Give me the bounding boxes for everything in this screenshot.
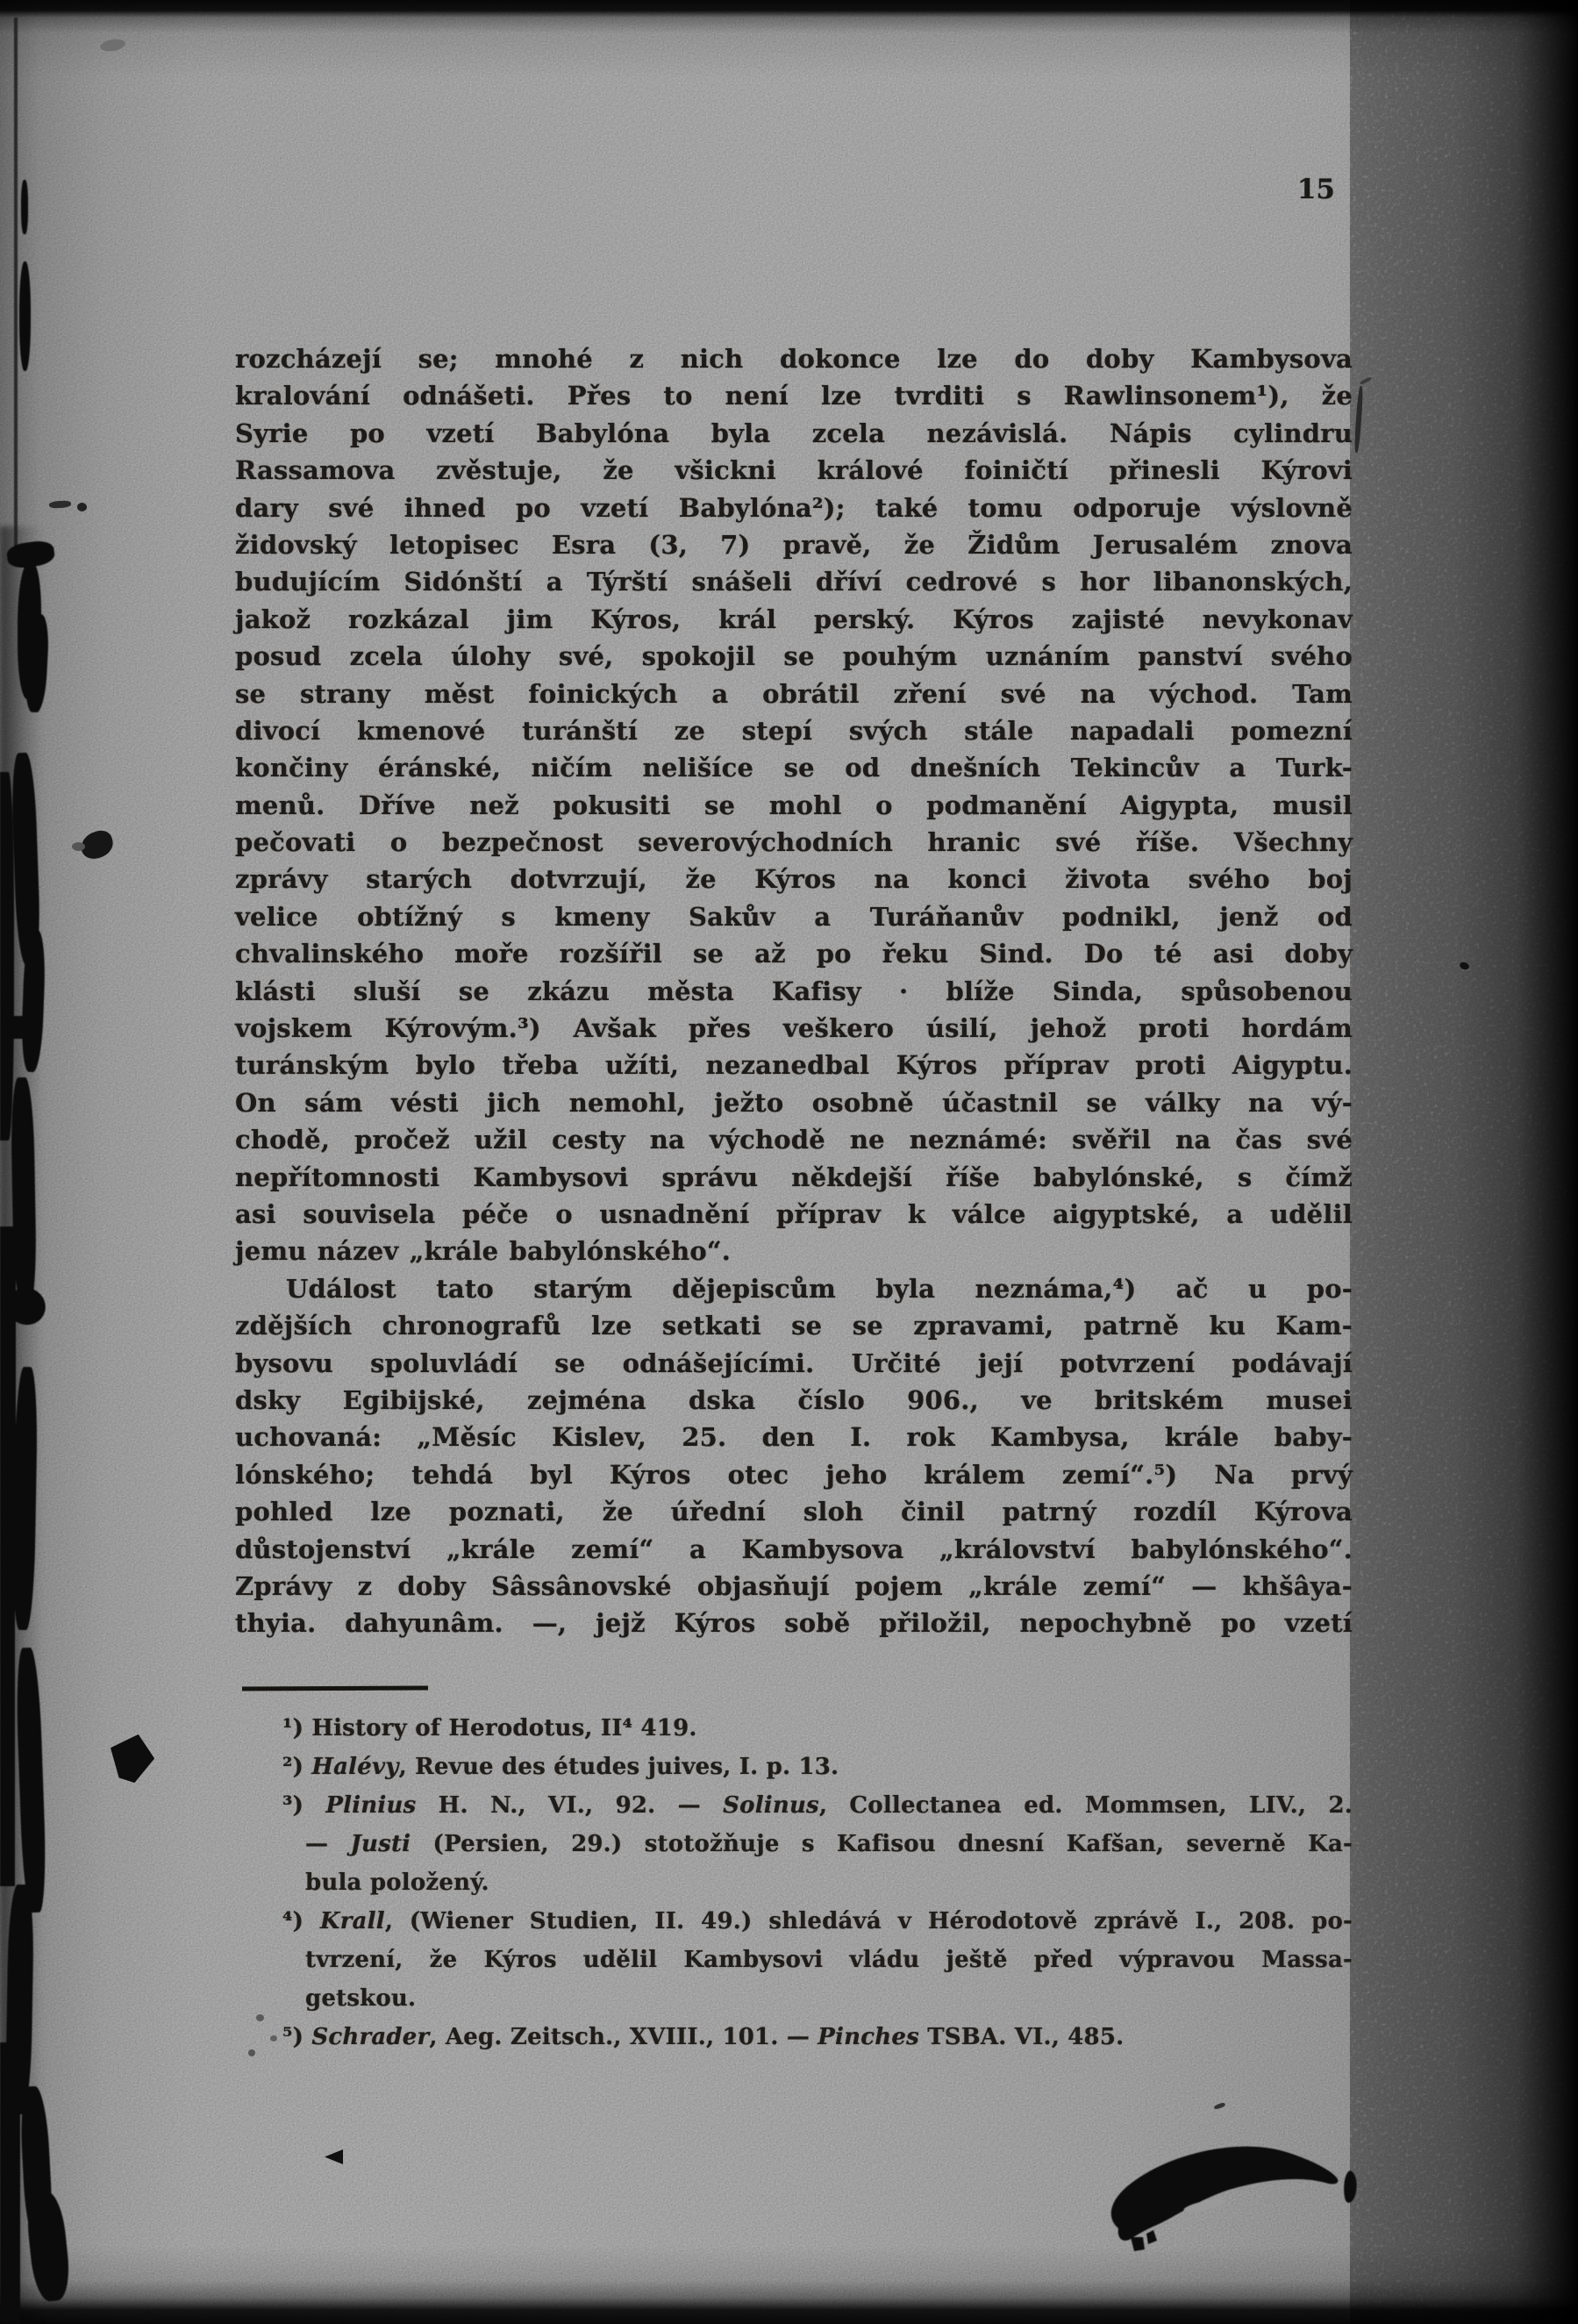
spine-ink-mark [19, 261, 31, 371]
text-line: budujícím Sidónští a Týrští snášeli dříví cedrové s hor libanonských, [235, 567, 1353, 597]
text-line: vojskem Kýrovým.³) Avšak přes veškero úsilí, jehož proti hordám [235, 1013, 1353, 1044]
page-number: 15 [1296, 174, 1335, 205]
text-line: posud zcela úlohy své, spokojil se pouhým uznáním panství svého [235, 641, 1353, 672]
spine-ink-mark [21, 180, 28, 234]
text-line: se strany měst foinických a obrátil zření své na východ. Tam [235, 678, 1353, 709]
footnote-text: ²) [282, 1754, 312, 1780]
footnote-author: Krall [319, 1908, 385, 1934]
text-line: bysovu spoluvládí se odnášejícími. Určité její potvrzení podávají [235, 1348, 1353, 1378]
footnote-line [282, 1902, 1353, 1941]
ink-blot-crescent [1092, 2130, 1364, 2270]
text-line: pečovati o bezpečnost severovýchodních hranic své říše. Všechny [235, 827, 1353, 858]
text-line: židovský letopisec Esra (3, 7) pravě, že Židům Jerusalém znova [235, 529, 1353, 560]
footnote-author: Justi [350, 1831, 411, 1857]
footnote-line [282, 2018, 1353, 2056]
footnote-author: Pinches [818, 2024, 919, 2050]
paragraph [235, 340, 1353, 1270]
footnote-text: , Aeg. Zeitsch., XVIII., 101. — [429, 2024, 818, 2050]
edge-speckle-texture [1350, 0, 1578, 2324]
footnote-author: Schrader [311, 2024, 430, 2050]
paragraph [235, 1270, 1353, 1642]
text-line: uchovaná: „Měsíc Kislev, 25. den I. rok Kambysa, krále baby- [235, 1422, 1353, 1453]
text-line: končiny éránské, ničím nelišíce se od dnešních Tekincův a Turk- [235, 753, 1353, 783]
text-line: zdějších chronografů lze setkati se se zpravami, patrně ku Kam- [235, 1311, 1353, 1341]
footnote-text: getskou. [305, 1985, 417, 2012]
footnote-line [282, 1941, 1353, 1979]
footnote-text: ³) [282, 1792, 326, 1819]
footnote-line [282, 1709, 1353, 1748]
footnote-text: , Collectanea ed. Mommsen, LIV., 2. [818, 1792, 1353, 1819]
text-line: rozcházejí se; mnohé z nich dokonce lze do doby Kambysova [235, 344, 1353, 374]
dot-mark [77, 503, 87, 511]
footnote-text: ⁵) [282, 2024, 312, 2050]
text-line: klásti sluší se zkázu města Kafisy · blíže Sinda, spůsobenou [235, 976, 1353, 1006]
text-line: zprávy starých dotvrzují, že Kýros na konci života svého boj [235, 864, 1353, 895]
text-line: chvalinského moře rozšířil se až po řeku Sind. Do té asi doby [235, 939, 1353, 969]
spine-ink-mark [0, 772, 14, 1141]
footnote-text: tvrzení, že Kýros udělil Kambysovi vládu ještě před výpravou Massa- [305, 1947, 1353, 1973]
ink-blot-sliver [1344, 2170, 1356, 2203]
text-line: turánským bylo třeba užíti, nezanedbal Kýros příprav proti Aigyptu. [235, 1050, 1353, 1081]
footnote-text: TSBA. VI., 485. [918, 2024, 1125, 2050]
footnote-separator [242, 1685, 428, 1691]
text-line: divocí kmenové turánští ze stepí svých stále napadali pomezní [235, 715, 1353, 746]
text-line: Rassamova zvěstuje, že všickni králové foiničtí přinesli Kýrovi [235, 455, 1353, 486]
spine-ink-mark [0, 1507, 15, 1886]
footnote-line [282, 1863, 1353, 1902]
text-line: velice obtížný s kmeny Sakův a Turáňanův podnikl, jenž od [235, 901, 1353, 932]
footnote-text: ¹) History of Herodotus, II⁴ 419. [282, 1715, 697, 1741]
margin-dot [1459, 961, 1470, 970]
text-line: důstojenství „krále zemí“ a Kambysova „království babylónského“. [235, 1534, 1353, 1564]
ink-blob-tail [72, 842, 85, 851]
footnote-text: ⁴) [282, 1908, 320, 1934]
text-line: menů. Dříve než pokusiti se mohl o podmanění Aigypta, musil [235, 790, 1353, 820]
footnote-text: , Revue des études juives, I. p. 13. [398, 1754, 839, 1780]
spine-ink-mark [0, 2042, 20, 2324]
text-line: dary své ihned po vzetí Babylóna²); také tomu odporuje výslovně [235, 492, 1353, 523]
footnote-line [282, 1748, 1353, 1786]
text-line: jemu název „krále babylónského“. [235, 1236, 732, 1267]
pen-stroke-hook [1360, 376, 1372, 385]
footnote-line [282, 1825, 1353, 1863]
footnote-author: Plinius [325, 1792, 417, 1819]
text-line: asi souvisela péče o usnadnění příprav k válce aigyptské, a udělil [235, 1198, 1353, 1229]
text-line: kralování odnášeti. Přes to není lze tvrditi s Rawlinsonem¹), že [235, 381, 1353, 411]
dash-mark [1214, 2102, 1226, 2110]
book-spine-shadow [0, 0, 175, 2324]
text-line: Událost tato starým dějepiscům byla neznáma,⁴) ač u po- [286, 1273, 1353, 1304]
speck [256, 2014, 264, 2021]
footnote-line [282, 1979, 1353, 2018]
text-line: pohled lze poznati, že úřední sloh činil patrný rozdíl Kýrova [235, 1497, 1353, 1527]
footnotes [282, 1709, 1353, 2056]
text-line: On sám vésti jich nemohl, ježto osobně účastnil se války na vý- [235, 1087, 1353, 1118]
pen-stroke [1353, 386, 1363, 453]
pencil-line [14, 18, 18, 553]
footnote-author: Solinus [723, 1792, 819, 1819]
text-line: thyia. dahyunâm. —, jejž Kýros sobě přiložil, nepochybně po vzetí [235, 1608, 1353, 1639]
speck [270, 2035, 277, 2042]
text-line: nepřítomnosti Kambysovi správu někdejší říše babylónské, s čímž [235, 1162, 1353, 1192]
footnote-author: Halévy [311, 1754, 399, 1780]
text-line: chodě, pročež užil cesty na východě ne neznámé: svěřil na čas své [235, 1125, 1353, 1155]
text-line: jakož rozkázal jim Kýros, král perský. Kýros zajisté nevykonav [235, 604, 1353, 634]
spine-ink-mark [0, 1226, 16, 1518]
spine-ink-mark [0, 1016, 37, 1039]
text-line: dsky Egibijské, zejména dska číslo 906., ve britském musei [235, 1384, 1353, 1415]
triangle-mark [325, 2149, 343, 2164]
footnote-text: bula položený. [305, 1870, 489, 1896]
footnote-line [282, 1786, 1353, 1825]
footnote-text: H. N., VI., 92. — [416, 1792, 724, 1819]
speck [248, 2049, 255, 2056]
footnote-text: , (Wiener Studien, II. 49.) shledává v Hérodotově zprávě I., 208. po- [384, 1908, 1353, 1934]
text-line: Zprávy z doby Sâssânovské objasňují pojem „krále zemí“ — khšâya- [235, 1570, 1353, 1601]
text-line: lónského; tehdá byl Kýros otec jeho králem zemí“.⁵) Na prvý [235, 1459, 1353, 1490]
text-line: Syrie po vzetí Babylóna byla zcela nezávislá. Nápis cylindru [235, 418, 1353, 448]
footnote-text: (Persien, 29.) stotožňuje s Kafisou dnesní Kafšan, severně Ka- [411, 1831, 1353, 1857]
footnote-text: — [305, 1831, 351, 1857]
body-text [235, 340, 1353, 1642]
